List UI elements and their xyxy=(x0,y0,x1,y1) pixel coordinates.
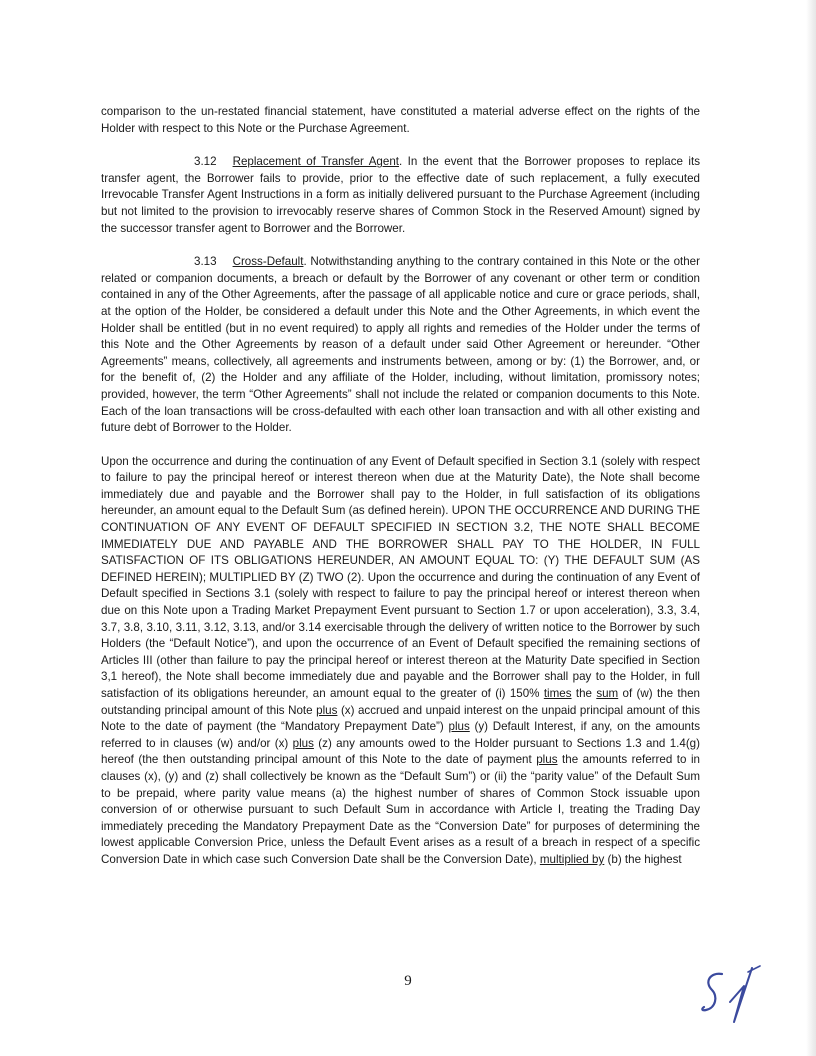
section-3-13-body: . Notwithstanding anything to the contrary contained in this Note or the other related or companion documents, a breach or default by the Borrower of any covenant or other term or condition contained in any of the Other Agreements, after the passage of all applicable notice and cure or grace periods, shall, at the option of the Holder, be considered a default under this Note and the Other Agreements, in which event the Holder shall be entitled (but in no event required) to apply all rights and remedies of the Holder under the terms of this Note and the Other Agreements by reason of a default under said Other Agreement or hereunder. “Other Agreements” means, collectively, all agreements and instruments between, among or by: (1) the Borrower, and, or for the benefit of, (2) the Holder and any affiliate of the Holder, including, without limitation, promissory notes; provided, however, the term “Other Agreements” shall not include the related or companion documents to this Note. Each of the loan transactions will be cross-defaulted with each other loan transaction and with all other existing and future debt of Borrower to the Holder. xyxy=(101,255,700,435)
plus-term-4: plus xyxy=(536,753,558,767)
plus-term-2: plus xyxy=(448,720,470,734)
section-3-12-number: 3.12 xyxy=(194,155,217,169)
default-text-1: Upon the occurrence and during the continuation of any Event of Default specified in Section 3.1 (solely with respect to failure to pay the principal hereof or interest thereon when due at the Maturity Date), the Note shall become immediately due and payable and the Borrower shall pay to the Holder, in full satisfaction of its obligations hereunder, an amount equal to the Default Sum (as defined herein). UPON THE OCCURRENCE AND DURING THE CONTINUATION OF ANY EVENT OF DEFAULT SPECIFIED IN SECTION 3.2, THE NOTE SHALL BECOME IMMEDIATELY DUE AND PAYABLE AND THE BORROWER SHALL PAY TO THE HOLDER, IN FULL SATISFACTION OF ITS OBLIGATIONS HEREUNDER, AN AMOUNT EQUAL TO: (Y) THE DEFAULT SUM (AS DEFINED HEREIN); MULTIPLIED BY (Z) TWO (2). Upon the occurrence and during the continuation of any Event of Default specified in Sections 3.1 (solely with respect to failure to pay the principal hereof or interest thereon when due on this Note upon a Trading Market Prepayment Event pursuant to Section 1.7 or upon acceleration), 3.3, 3.4, 3.7, 3.8, 3.10, 3.11, 3.12, 3.13, and/or 3.14 exercisable through the delivery of written notice to the Borrower by such Holders (the “Default Notice”), and upon the occurrence of an Event of Default specified the remaining sections of Articles III (other than failure to pay the principal hereof or interest thereon at the Maturity Date specified in Section 3,1 hereof), the Note shall become immediately due and payable and the Borrower shall pay to the Holder, in full satisfaction of its obligations hereunder, an amount equal to the greater of (i) 150% xyxy=(101,454,700,700)
default-text-7: the amounts referred to in clauses (x), (y) and (z) shall collectively be known as the “Default Sum”) or (ii) the “parity value” of the Default Sum to be prepaid, where parity value means (a) the highest number of shares of Common Stock issuable upon conversion of or otherwise pursuant to such Default Sum in accordance with Article I, treating the Trading Day immediately preceding the Mandatory Prepayment Date as the “Conversion Date” for purposes of determining the lowest applicable Conversion Price, unless the Default Event arises as a result of a breach in respect of a specific Conversion Date in which case such Conversion Date shall be the Conversion Date), xyxy=(101,753,701,866)
intro-paragraph: comparison to the un-restated financial statement, have constituted a material adverse effect on the rights of the Holder with respect to this Note or the Purchase Agreement. xyxy=(101,105,700,135)
section-3-13-number: 3.13 xyxy=(194,255,217,269)
sum-term: sum xyxy=(596,687,619,700)
page-number: 9 xyxy=(404,973,412,989)
default-text-5: (y) Default Interest, if any, on the amounts referred to in clauses (w) and/or (x) xyxy=(101,720,700,750)
default-text-2: the xyxy=(571,687,597,700)
signature-initials xyxy=(700,964,770,1026)
multiplied-by-term: multiplied by xyxy=(539,852,605,866)
default-text-6: (z) any amounts owed to the Holder pursuant to Sections 1.3 and 1.4(g) hereof (the then outstanding principal amount of this Note to the date of payment xyxy=(101,736,700,767)
document-body xyxy=(101,104,700,886)
plus-term-1: plus xyxy=(316,703,338,717)
section-3-12-body: . In the event that the Borrower proposes to replace its transfer agent, the Borrower fails to provide, prior to the effective date of such replacement, a fully executed Irrevocable Transfer Agent Instructions in a form as initially delivered pursuant to the Purchase Agreement (including but not limited to the provision to irrevocably reserve shares of Common Stock in the Reserved Amount) signed by the successor transfer agent to Borrower and the Borrower. xyxy=(101,155,700,235)
plus-term-3: plus xyxy=(292,736,314,750)
times-term: times xyxy=(543,687,572,700)
page-edge xyxy=(806,0,816,1056)
section-3-12-title: Replacement of Transfer Agent xyxy=(232,155,399,169)
default-text-3: of (w) the then outstanding principal amount of this Note xyxy=(101,687,700,717)
section-3-13-title: Cross-Default xyxy=(232,255,304,269)
section-3-12 xyxy=(101,154,700,237)
section-3-13 xyxy=(101,254,700,437)
default-text-8: (b) the highest xyxy=(604,852,682,866)
default-text-4: (x) accrued and unpaid interest on the unpaid principal amount of this Note to the date of payment (the “Mandatory Prepayment Date”) xyxy=(101,703,701,734)
default-paragraph xyxy=(101,454,700,869)
